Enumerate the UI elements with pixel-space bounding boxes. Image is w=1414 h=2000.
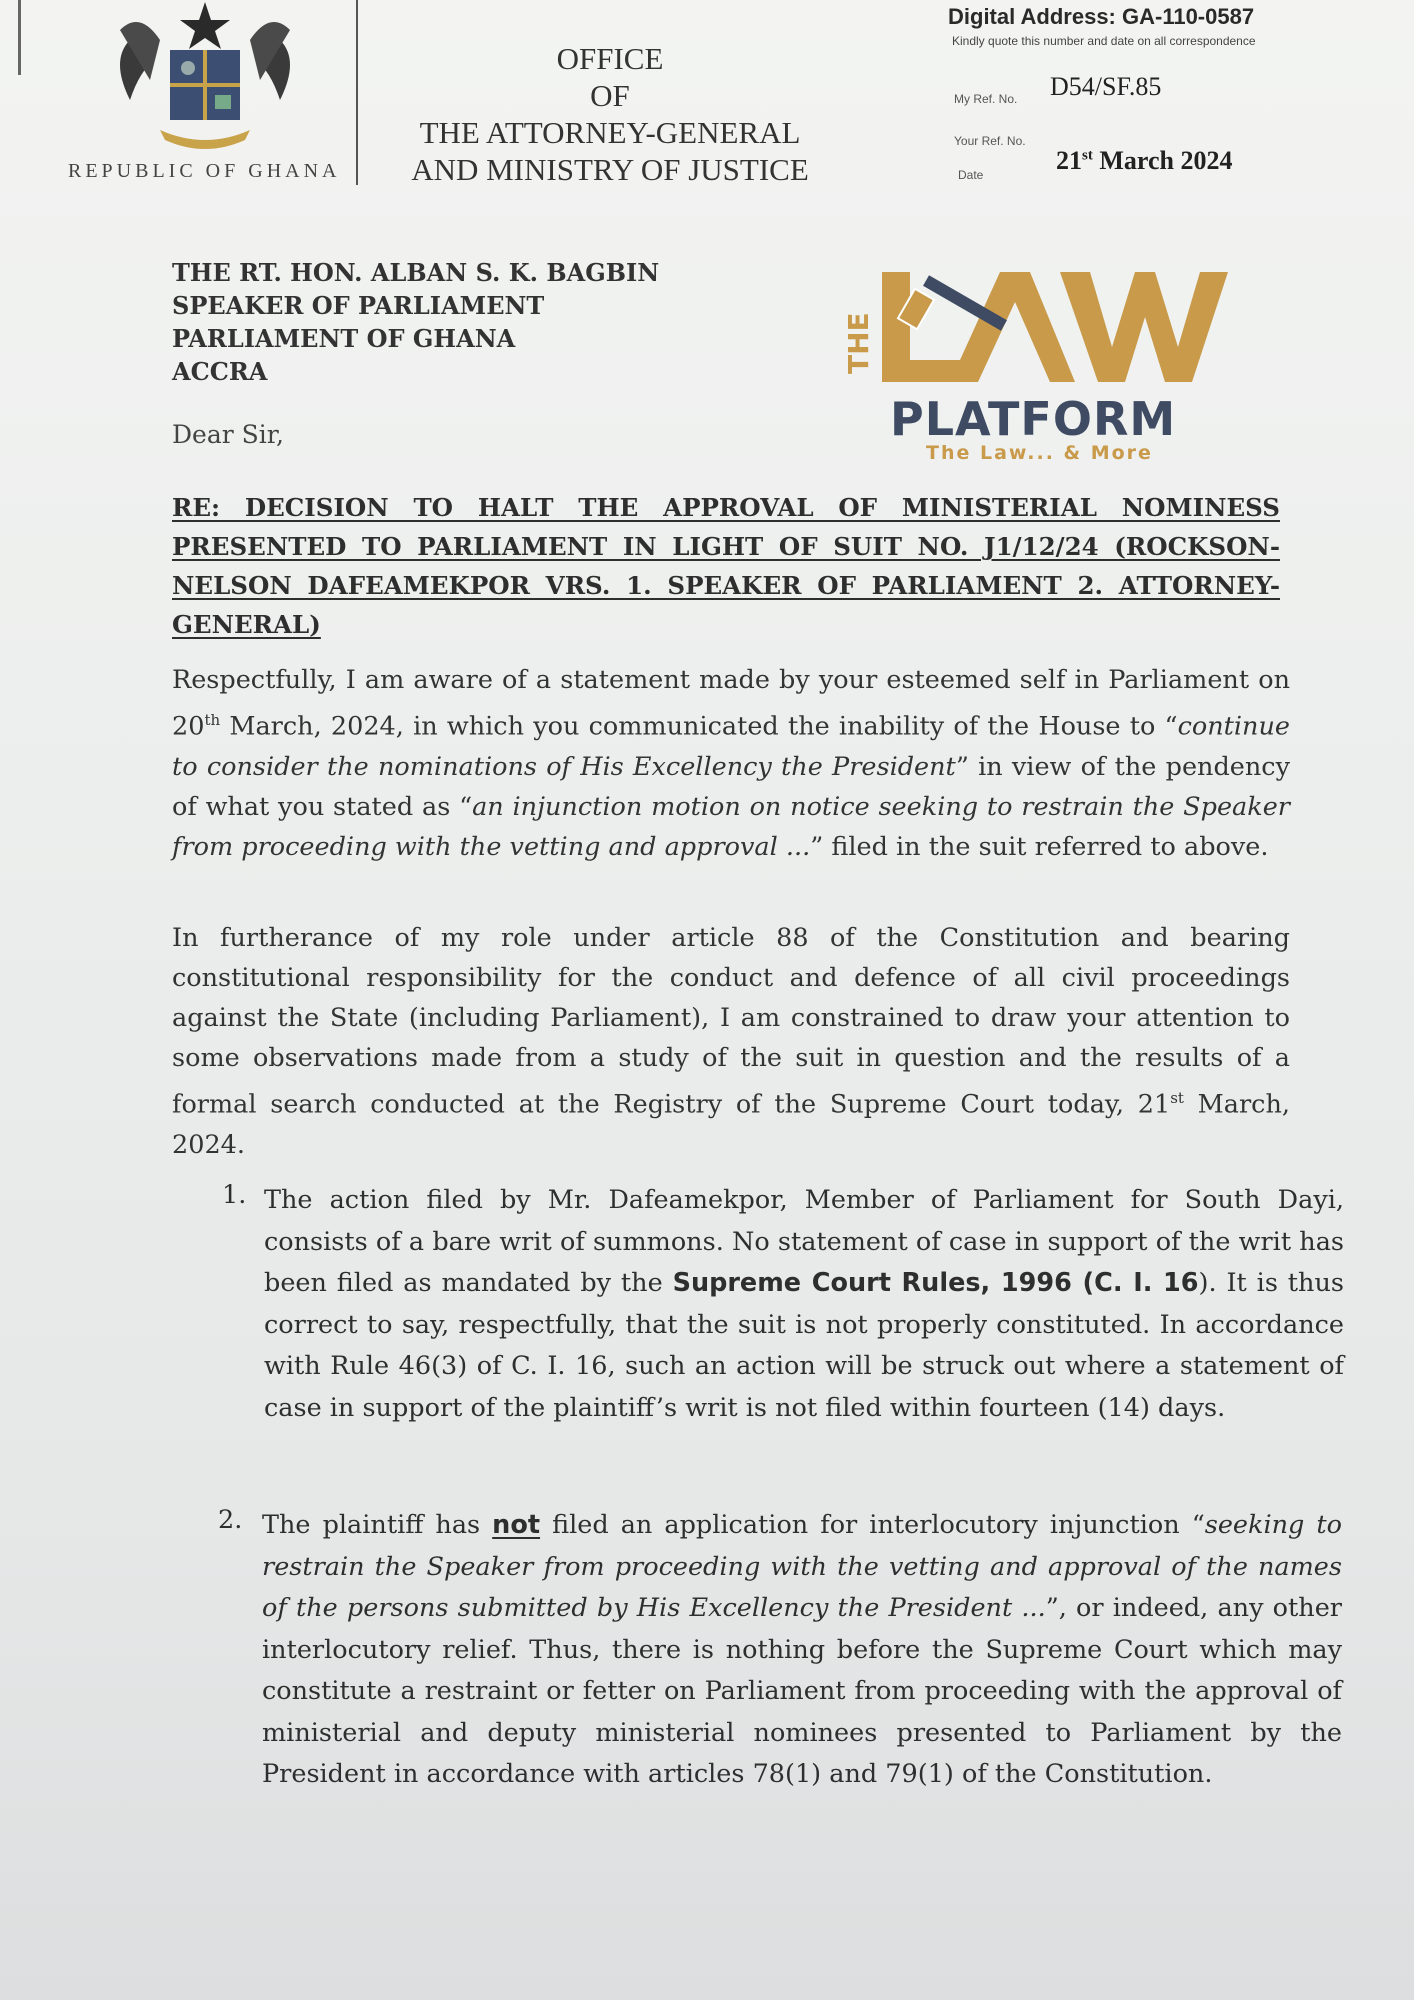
item-2-number: 2. (218, 1505, 243, 1535)
letter-date: 21st March 2024 (1056, 146, 1233, 175)
digital-address: Digital Address: GA-110-0587 (948, 4, 1255, 29)
coat-of-arms-icon (100, 0, 310, 160)
recipient-line: SPEAKER OF PARLIAMENT (172, 291, 545, 320)
republic-label: REPUBLIC OF GHANA (68, 160, 341, 182)
salutation: Dear Sir, (172, 420, 284, 449)
quote-note: Kindly quote this number and date on all correspondence (952, 34, 1256, 48)
item-1-number: 1. (222, 1180, 247, 1210)
paragraph-1: Respectfully, I am aware of a statement made by your esteemed self in Parliament on 20th March, 2024, in which you communicated the inability of the House to “continue to consider the nominations of His Excellency the President” in view of the pendency of what you stated as “an injunction motion on notice seeking to restrain the Speaker from proceeding with the vetting and approval ...” filed in the suit referred to above. (172, 665, 1290, 862)
letterhead-divider (356, 0, 358, 185)
recipient-address (172, 256, 659, 388)
recipient-line: THE RT. HON. ALBAN S. K. BAGBIN (172, 258, 660, 287)
list-item-1: The action filed by Mr. Dafeamekpor, Member of Parliament for South Dayi, consists of a bare writ of summons. No statement of case in support of the writ has been filed as mandated by the Supreme Court Rules, 1996 (C. I. 16). It is thus correct to say, respectfully, that the suit is not properly constituted. In accordance with Rule 46(3) of C. I. 16, such an action will be struck out where a statement of case in support of the plaintiff’s writ is not filed within fourteen (14) days. (264, 1185, 1344, 1423)
paragraph-2: In furtherance of my role under article 88 of the Constitution and bearing constitutional responsibility for the conduct and defence of all civil proceedings against the State (including Parliament), I am constrained to draw your attention to some observations made from a study of the suit in question and the results of a formal search conducted at the Registry of the Supreme Court today, 21st March, 2024. (172, 923, 1290, 1160)
office-line: OF (590, 78, 630, 113)
my-ref-value: D54/SF.85 (1050, 72, 1162, 101)
logo-tagline: The Law... & More (926, 442, 1153, 464)
office-line: OFFICE (556, 41, 664, 76)
office-line: AND MINISTRY OF JUSTICE (411, 152, 809, 187)
office-line: THE ATTORNEY-GENERAL (419, 115, 801, 150)
my-ref-label: My Ref. No. (954, 92, 1018, 106)
list-item-2: The plaintiff has not filed an application for interlocutory injunction “seeking to restrain the Speaker from proceeding with the vetting and approval of the names of the persons submitted by His Excellency the President ...”, or indeed, any other interlocutory relief. Thus, there is nothing before the Supreme Court which may constitute a restraint or fetter on Parliament from proceeding with the approval of ministerial and deputy ministerial nominees presented to Parliament by the President in accordance with articles 78(1) and 79(1) of the Constitution. (262, 1510, 1343, 1789)
your-ref-label: Your Ref. No. (954, 134, 1026, 148)
subject-line: RE: DECISION TO HALT THE APPROVAL OF MINISTERIAL NOMINESS PRESENTED TO PARLIAMENT IN LIGHT OF SUIT NO. J1/12/24 (ROCKSON-NELSON DAFEAMEKPOR VRS. 1. SPEAKER OF PARLIAMENT 2. ATTORNEY-GENERAL) (172, 493, 1280, 639)
logo-platform-text: PLATFORM (890, 392, 1177, 446)
recipient-line: PARLIAMENT OF GHANA (172, 324, 516, 353)
logo-the: THE (842, 312, 875, 374)
office-title (370, 40, 850, 188)
scan-edge-mark (18, 0, 21, 75)
date-label: Date (958, 168, 984, 182)
recipient-line: ACCRA (172, 357, 268, 386)
